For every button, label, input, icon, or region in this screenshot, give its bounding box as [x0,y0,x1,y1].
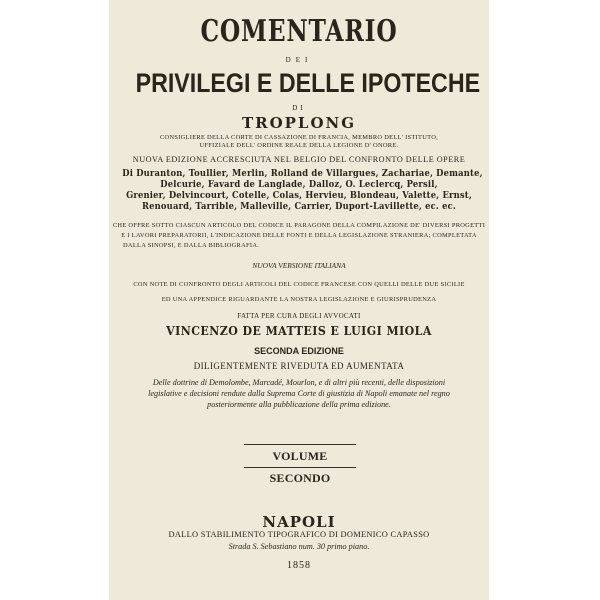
notes-line: CON NOTE DI CONFRONTO DEGLI ARTICOLI DEL CODICE FRANCESE CON QUELLI DELLE DUE SICILIE [133,281,465,288]
appendix-line: ED UNA APPENDICE RIGUARDANTE LA NOSTRA LEGISLAZIONE E GIURISPRUDENZA [161,296,437,303]
author-name: TROPLONG [241,114,357,132]
doctrine-paragraph-line: legislative e decisioni rendute dalla Suprema Corte di giustizia di Napoli emanate nel regno [148,389,450,398]
address-line: Strada S. Sebastiano num. 30 primo piano. [228,542,370,551]
author-roles-line-2: UFFIZIALE DELL' ORDINE REALE DELLA LEGIONE D' ONORE. [199,142,399,149]
jurists-line: Grenier, Delvincourt, Cotelle, Colas, Hervieu, Blondeau, Valette, Ernst, [126,191,472,201]
editors-by-label: FATTA PER CURA DEGLI AVVOCATI [237,312,361,320]
publication-year: 1858 [287,560,311,571]
volume-label: VOLUME SECONDO [244,444,356,468]
title-page [109,0,489,600]
jurists-line: Di Duranton, Toullier, Merlin, Rolland de Villargues, Zachariae, Demante, [122,169,483,179]
connector-di: DI [292,104,306,112]
connector-dei: DEI [285,56,313,64]
content-note-line: E I LAVORI PREPARATORII, L'INDICAZIONE DELLE FONTI E DELLA LEGISLAZIONE STRANIERA; COMPLETATA [121,232,477,239]
author-roles-line-1: CONSIGLIERE DELLA CORTE DI CASSAZIONE DI FRANCIA, MEMBRO DELL' ISTITUTO, [159,134,439,141]
second-edition-label: SECONDA EDIZIONE [254,346,344,356]
revised-label: DILIGENTEMENTE RIVEDUTA ED AUMENTATA [193,361,405,371]
edition-note: NUOVA EDIZIONE ACCRESCIUTA NEL BELGIO DEL CONFRONTO DELLE OPERE [132,155,466,164]
book-subtitle: PRIVILEGI E DELLE IPOTECHE [135,68,481,98]
content-note-line: CHE OFFRE SOTTO CIASCUN ARTICOLO DEL CODICE IL PARAGONE DELLA COMPILAZIONE DE' DIVERSI PROGETTI [112,222,486,229]
book-title: COMENTARIO [200,14,398,49]
doctrine-paragraph-line: Delle dottrine di Demolombe, Marcadé, Mourlon, e di altri più recenti, delle disposizioni [152,378,446,387]
publication-city: NAPOLI [262,513,336,531]
printer-line: DALLO STABILIMENTO TIPOGRAFICO DI DOMENICO CAPASSO [168,530,430,539]
jurists-line: Renouard, Tarrible, Malleville, Carrier, Duport-Lavillette, ec. ec. [141,202,457,212]
content-note-line: DALLA SINOPSI, E DALLA BIBLIOGRAFIA. [123,242,260,249]
doctrine-paragraph-line: posteriormente alla pubblicazione della prima edizione. [207,400,391,409]
jurists-line: Delcurie, Favard de Langlade, Dalloz, O. Leclercq, Persil, [160,180,438,190]
new-version-label: NUOVA VERSIONE ITALIANA [252,261,346,270]
editors-names: VINCENZO DE MATTEIS E LUIGI MIOLA [166,323,432,338]
